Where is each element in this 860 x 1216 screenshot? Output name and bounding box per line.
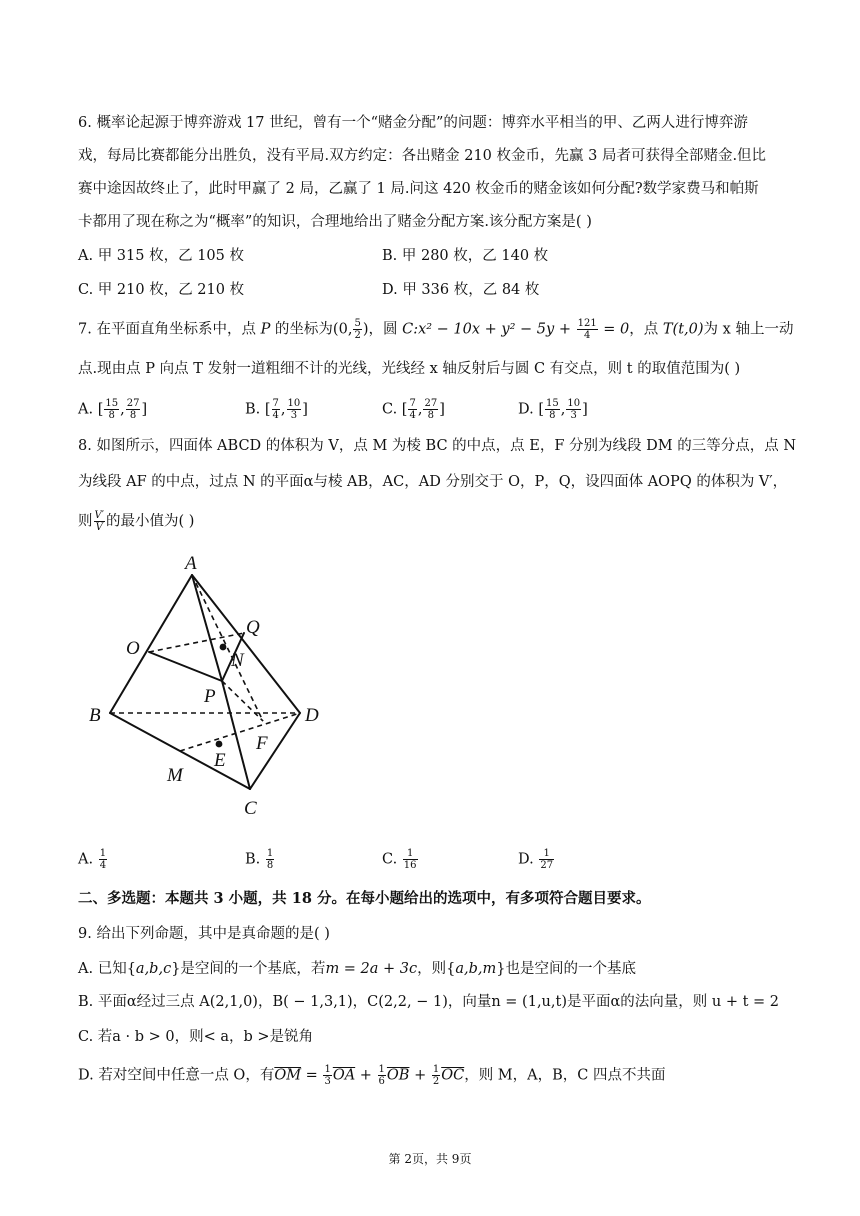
q9-a-text: A. 已知{ <box>78 961 136 977</box>
fraction <box>566 398 581 421</box>
denominator: 4 <box>272 410 279 421</box>
fraction <box>266 848 274 871</box>
q6-option-a: A. 甲 315 枚，乙 105 枚 <box>78 248 244 264</box>
plus: + <box>409 1067 431 1084</box>
numerator: 1 <box>99 848 107 859</box>
numerator: 10 <box>287 398 301 409</box>
option-label: D. <box>518 401 534 418</box>
denominator: 3 <box>290 410 298 421</box>
q6-option-d: D. 甲 336 枚，乙 84 枚 <box>382 282 540 298</box>
label-c: C <box>244 798 257 819</box>
q7-line-2: 点.现由点 P 向点 T 发射一道粗细不计的光线，光线经 x 轴反射后与圆 C 有交点，则 t 的取值范围为( ) <box>78 361 741 377</box>
fraction <box>104 398 119 421</box>
denominator: 16 <box>403 860 417 871</box>
tetrahedron-figure <box>80 548 340 823</box>
q7-circle-fraction <box>577 318 598 341</box>
q8-option-d <box>518 848 555 871</box>
label-a: A <box>185 553 197 574</box>
fraction <box>272 398 280 421</box>
q9-a-equation: m = 2a + 3c <box>325 961 418 977</box>
fraction <box>378 1064 386 1087</box>
q9-a-vectors-1: a,b,c <box>135 961 172 977</box>
q6-line-4: 卡都用了现在称之为“概率”的知识，合理地给出了赌金分配方案.该分配方案是( ) <box>78 214 592 230</box>
q8-line-2: 为线段 AF 的中点，过点 N 的平面α与棱 AB，AC，AD 分别交于 O，P，Q，设四面体 AOPQ 的体积为 V′， <box>78 474 788 490</box>
q8-text: 则 <box>78 513 93 530</box>
segment-op <box>149 652 222 681</box>
option-label: A. <box>78 401 94 418</box>
option-label: C. <box>382 851 398 868</box>
fraction <box>403 848 418 871</box>
denominator: V <box>95 522 103 533</box>
numerator: 121 <box>577 318 597 329</box>
q8-line-3 <box>78 510 790 533</box>
q7-point-t: T(t,0) <box>662 321 704 338</box>
vector-ob: $\overline{OB}$ <box>386 1067 410 1084</box>
q9-a-vectors-2: a,b,m <box>455 961 497 977</box>
numerator: 7 <box>272 398 279 409</box>
numerator: 1 <box>266 848 274 859</box>
label-b: B <box>89 705 101 726</box>
q8-option-a <box>78 848 108 871</box>
label-p: P <box>204 686 216 707</box>
equals: = <box>301 1067 323 1084</box>
q7-text: ，点 <box>629 321 663 338</box>
option-label: A. <box>78 851 94 868</box>
segment-oq-hidden <box>149 633 244 652</box>
q9-d-text: ，则 M，A，B，C 四点不共面 <box>464 1067 666 1084</box>
q9-a-text: ，则{ <box>417 961 456 977</box>
denominator: 4 <box>583 330 591 341</box>
option-label: C. <box>382 401 398 418</box>
denominator: 27 <box>540 860 554 871</box>
denominator: 3 <box>324 1076 331 1087</box>
vector-om: $\overline{OM}$ <box>274 1067 302 1084</box>
q8-text: 的最小值为( ) <box>106 513 195 530</box>
q7-text: )，圆 <box>362 321 403 338</box>
q6-line-1: 6. 概率论起源于博弈游戏 17 世纪，曾有一个“赌金分配”的问题：博弈水平相当的甲、乙两人进行博弈游 <box>78 115 748 131</box>
numerator: 1 <box>432 1064 440 1075</box>
numerator: 27 <box>126 398 140 409</box>
denominator: 4 <box>99 860 107 871</box>
vector-oc: $\overline{OC}$ <box>441 1067 465 1084</box>
q9-a-text: }也是空间的一个基底 <box>496 961 637 977</box>
option-label: D. <box>518 851 534 868</box>
numerator: 15 <box>546 398 559 409</box>
q7-option-b: B. [ $\frac{7}{4}$ , $\frac{10}{3}$ ] <box>245 398 308 421</box>
q7-circle-equation: C:x² − 10x + y² − 5y + <box>402 321 576 338</box>
q6-line-2: 戏，每局比赛都能分出胜负，没有平局.双方约定：各出赌金 210 枚金币，先赢 3 局者可获得全部赌金.但比 <box>78 148 767 164</box>
label-f: F <box>256 733 268 754</box>
denominator: 8 <box>108 410 115 421</box>
q7-point-p: P <box>260 321 271 338</box>
q9-d-text: D. 若对空间中任意一点 O，有 <box>78 1067 275 1084</box>
numerator: 27 <box>424 398 438 409</box>
denominator: 8 <box>129 410 137 421</box>
vector-oa: $\overline{OA}$ <box>332 1067 356 1084</box>
q9-option-c: C. 若a · b > 0，则< a，b >是锐角 <box>78 1029 314 1045</box>
q8-option-c <box>382 848 419 871</box>
numerator: 7 <box>409 398 416 409</box>
q7-text: 为 x 轴上一动 <box>703 321 794 338</box>
numerator: 1 <box>403 848 418 860</box>
denominator: 8 <box>427 410 434 421</box>
fraction <box>423 398 438 421</box>
q7-p-fraction <box>353 318 361 341</box>
q6-option-c: C. 甲 210 枚，乙 210 枚 <box>78 282 245 298</box>
q7-text: 7. 在平面直角坐标系中，点 <box>78 321 261 338</box>
fraction <box>408 398 416 421</box>
q8-option-b <box>245 848 275 871</box>
option-label: B. <box>245 401 261 418</box>
numerator: 10 <box>567 398 581 409</box>
point-n-dot <box>220 644 227 651</box>
denominator: 8 <box>266 860 274 871</box>
option-label: B. <box>245 851 261 868</box>
q7-text: 的坐标为(0, <box>270 321 353 338</box>
q9-option-b: B. 平面α经过三点 A(2,1,0)，B( − 1,3,1)，C(2,2, − 1)，向量n = (1,u,t)是平面α的法向量，则 u + t = 2 <box>78 994 780 1010</box>
fraction <box>287 398 302 421</box>
edge-pc <box>222 681 250 789</box>
q8-line-1: 8. 如图所示，四面体 ABCD 的体积为 V，点 M 为棱 BC 的中点，点 E，F 分别为线段 DM 的三等分点，点 N <box>78 438 797 454</box>
label-q: Q <box>246 617 260 638</box>
q7-option-d: D. [ $\frac{15}{8}$ , $\frac{10}{3}$ ] <box>518 398 588 421</box>
label-n: N <box>231 650 244 671</box>
numerator: 1 <box>324 1064 331 1075</box>
label-m: M <box>167 765 183 786</box>
denominator: 8 <box>549 410 556 421</box>
numerator: 5 <box>354 318 361 329</box>
q9-option-a <box>78 959 790 979</box>
q9-a-text: }是空间的一个基底，若 <box>171 961 326 977</box>
page-footer: 第 2页，共 9页 <box>388 1152 472 1166</box>
q7-option-c: C. [ $\frac{7}{4}$ , $\frac{27}{8}$ ] <box>382 398 445 421</box>
section-heading-multiple-choice: 二、多选题：本题共 3 小题，共 18 分。在每小题给出的选项中，有多项符合题目要求。 <box>78 890 651 907</box>
q7-option-a: A. [ $\frac{15}{8}$ , $\frac{27}{8}$ ] <box>78 398 148 421</box>
q6-option-b: B. 甲 280 枚，乙 140 枚 <box>382 248 549 264</box>
numerator: V′ <box>94 510 104 521</box>
plus: + <box>355 1067 377 1084</box>
fraction <box>99 848 107 871</box>
q9-option-d <box>78 1064 790 1087</box>
fraction <box>539 848 554 871</box>
fraction <box>545 398 560 421</box>
q7-line-1 <box>78 318 794 341</box>
fraction <box>323 1064 331 1087</box>
denominator: 2 <box>432 1076 440 1087</box>
fraction <box>432 1064 440 1087</box>
q9-stem: 9. 给出下列命题，其中是真命题的是( ) <box>78 926 330 942</box>
numerator: 15 <box>105 398 119 409</box>
denominator: 4 <box>409 410 416 421</box>
label-o: O <box>126 638 140 659</box>
denominator: 2 <box>354 330 361 341</box>
numerator: 1 <box>378 1064 385 1075</box>
q8-ratio-fraction <box>94 510 106 533</box>
point-e-dot <box>216 741 223 748</box>
denominator: 6 <box>378 1076 385 1087</box>
fraction <box>126 398 141 421</box>
q7-circle-equation-end: = 0 <box>598 321 630 338</box>
numerator: 1 <box>539 848 554 860</box>
q6-line-3: 赛中途因故终止了，此时甲赢了 2 局，乙赢了 1 局.问这 420 枚金币的赌金该如何分配?数学家费马和帕斯 <box>78 181 759 197</box>
label-d: D <box>305 705 319 726</box>
segment-md-hidden <box>180 713 300 751</box>
denominator: 3 <box>570 410 577 421</box>
edge-ab <box>110 575 192 713</box>
label-e: E <box>214 750 226 771</box>
